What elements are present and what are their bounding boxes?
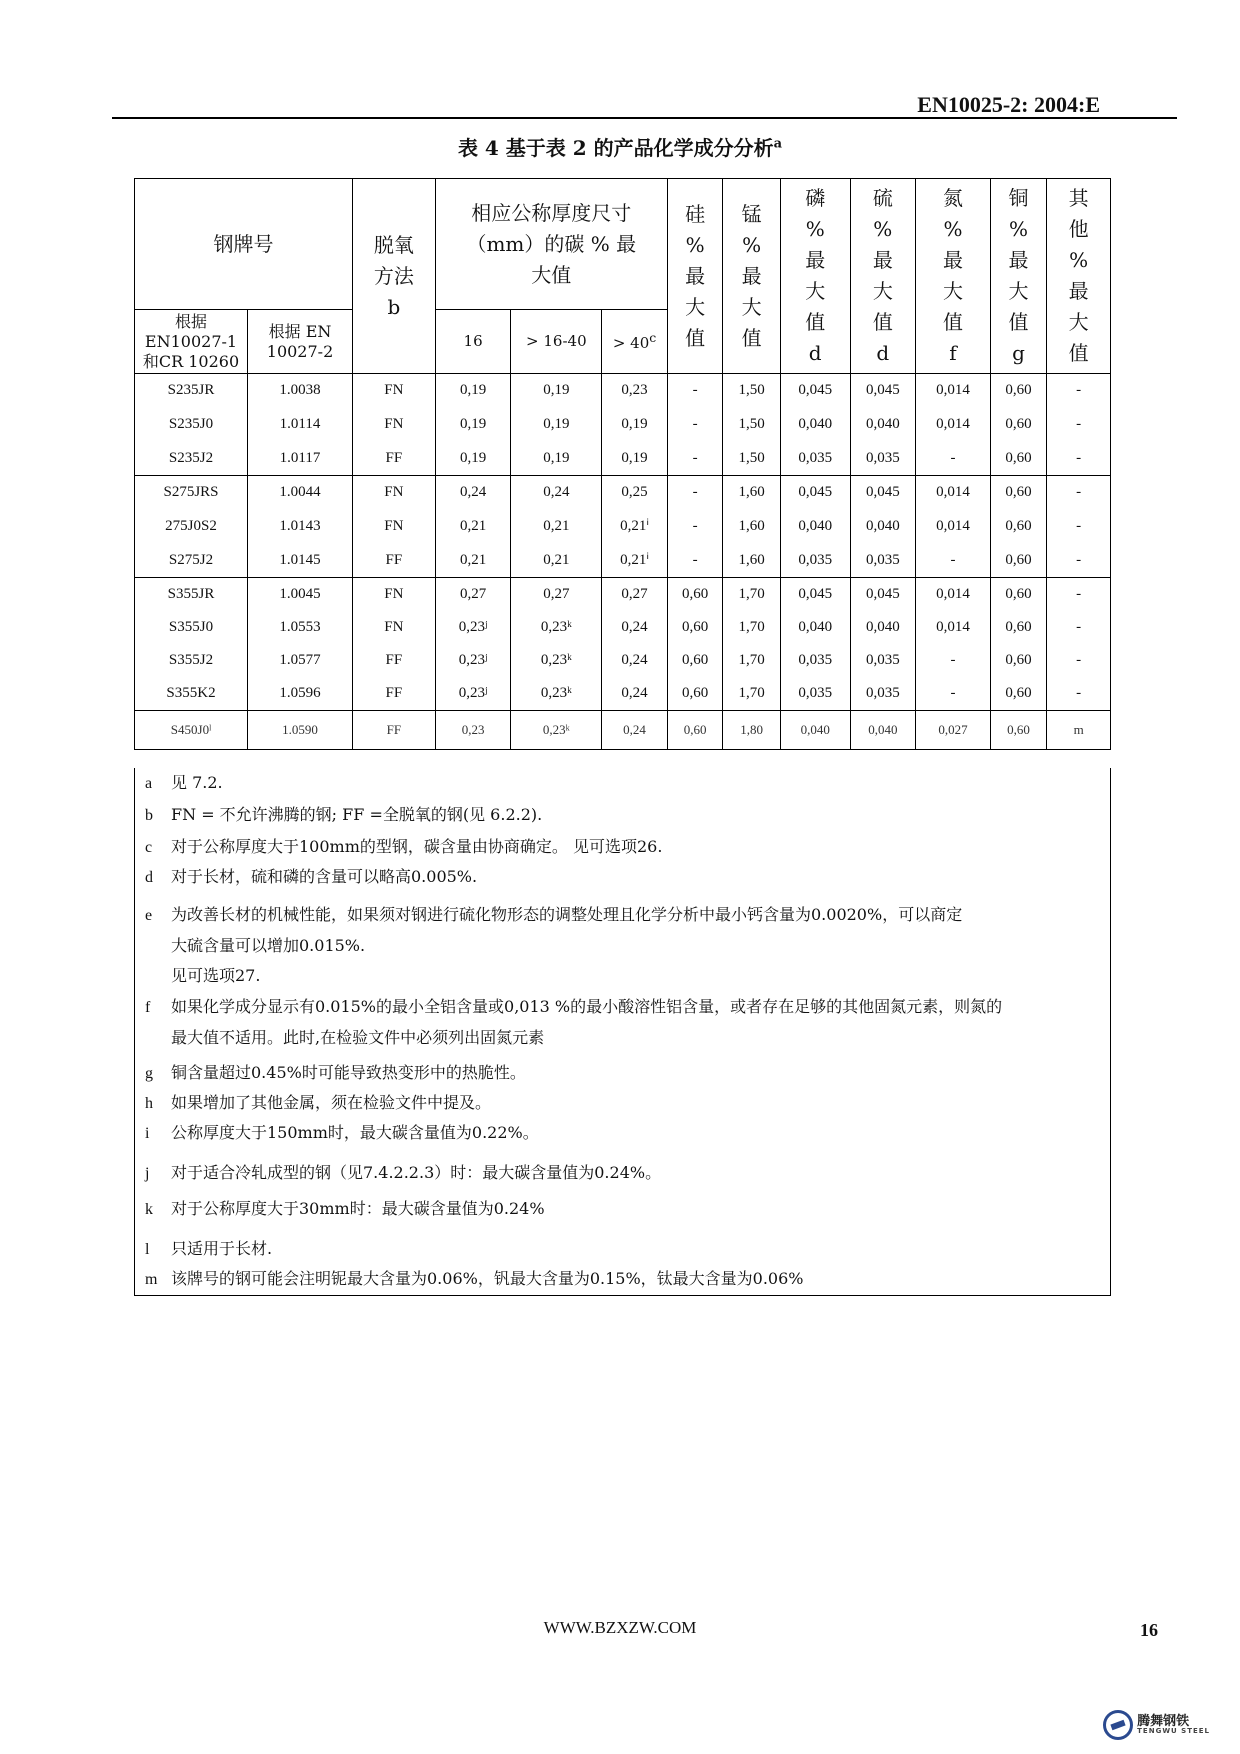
cell-p [780,578,850,711]
header-thickness-40: > $40^c$ [602,310,668,374]
cell-value: 0,19 [459,382,487,399]
cell-value: 1.0038 [279,382,321,399]
cell-value: 0,040 [798,517,833,534]
footnote-m: m 该牌号的钢可能会注明铌最大含量为0.06%，钒最大含量为0.15%，钛最大含量为0.06% [145,1269,804,1288]
cell-value: FF [385,551,403,568]
cell-value: 1.0045 [279,586,321,602]
cell-c16-40 [511,374,602,476]
header-grade: 钢牌号 [135,179,353,310]
cell-value: 1,70 [738,619,765,635]
cell-value: 0,60 [1005,619,1032,635]
cell-value: 0,040 [798,619,833,635]
cell-n [916,374,991,476]
logo-cn: 腾舞钢铁 [1137,1713,1190,1729]
cell-value: 1,60 [738,551,765,568]
header-thickness-16: 16 [435,310,511,374]
footnote-j: j 对于适合冷轧成型的钢（见7.4.2.2.3）时：最大碳含量值为0.24%。 [145,1163,662,1182]
cell-grade [135,374,248,476]
cell-value: 0,24 [621,685,648,701]
table-row-group [135,476,1111,578]
cell-value: 0,23 [621,382,648,399]
cell-value: 0,21ⁱ [620,551,650,568]
cell-value: 0,24 [621,652,648,668]
cell-value: 1.0114 [279,415,321,432]
cell-value: 0,27 [543,586,570,602]
cell-si [667,578,723,711]
brand-logo [1103,1710,1210,1740]
cell-value: 1,50 [738,382,765,399]
cell-value: S355K2 [166,685,216,701]
cell-value: 0,60 [1005,382,1032,399]
cell-cu [990,476,1047,578]
cell-s [850,578,916,711]
cell-value: 1,60 [738,517,765,534]
cell-number [248,374,353,476]
cell-s: 0,040 [850,711,916,750]
cell-value: 1.0044 [279,484,321,501]
cell-value: FF [385,652,403,668]
page-number: 16 [1140,1620,1158,1640]
cell-cu: 0,60 [990,711,1047,750]
table-row-group [135,578,1111,711]
cell-value: 0,60 [1005,517,1032,534]
cell-value: 0,60 [1005,652,1032,668]
cell-si [667,374,723,476]
cell-value: 0,60 [1005,586,1032,602]
header-n: 氮 % 最大值 f [916,179,991,374]
header-cu: 铜 % 最大值 g [990,179,1047,374]
cell-value: 1.0117 [279,449,321,466]
logo-icon [1103,1710,1133,1740]
cell-value: - [950,685,956,701]
cell-value: 0,19 [459,449,487,466]
cell-value: FN [384,484,404,501]
cell-number [248,578,353,711]
cell-value: - [692,551,698,568]
cell-value: 0,24 [543,484,570,501]
cell-value: - [692,484,698,501]
cell-deox: FF [352,711,435,750]
chemical-composition-table [134,178,1111,750]
cell-deox [352,578,435,711]
footnote-g: g 铜含量超过0.45%时可能导致热变形中的热脆性。 [145,1063,526,1082]
cell-value: 0,045 [798,382,833,399]
header-en10027-1: 根据 EN10027-1 和CR 10260 [135,310,248,374]
cell-value: FN [384,517,404,534]
cell-other [1047,476,1111,578]
cell-value: - [1076,484,1082,501]
footnote-l: l 只适用于长材. [145,1239,273,1258]
cell-mn [723,578,781,711]
header-en10027-2: 根据 EN 10027-2 [248,310,353,374]
cell-value: - [692,415,698,432]
table-title: 表 4 基于表 2 的产品化学成分分析$^a$ [457,136,783,160]
header-deox: 脱氧方法 b [352,179,435,374]
cell-value: 1.0143 [279,517,321,534]
cell-value: 0,21 [543,551,570,568]
cell-value: 1,70 [738,685,765,701]
cell-value: 0,045 [865,586,900,602]
cell-value: 0,24 [621,619,648,635]
cell-value: 0,19 [621,415,648,432]
cell-grade [135,476,248,578]
cell-value: S235J0 [168,415,214,432]
table-row-group [135,374,1111,476]
header-s: 硫 % 最大值 d [850,179,916,374]
cell-value: 0,040 [865,517,900,534]
cell-value: 1.0596 [279,685,321,701]
cell-value: 275J0S2 [165,517,217,534]
cell-c16 [435,476,511,578]
cell-other: m [1047,711,1111,750]
footnote-a: a 见 7.2. [145,773,223,792]
table-row-s450j0 [135,711,1111,750]
cell-value: 0,60 [681,685,709,701]
cell-value: 0,19 [459,415,487,432]
cell-value: 0,60 [681,652,709,668]
cell-value: 0,60 [1005,449,1032,466]
cell-number: 1.0590 [248,711,353,750]
footer-url: WWW.BZXZW.COM [543,1618,697,1637]
cell-c16-40: 0,23ᵏ [511,711,602,750]
cell-value: 0,27 [459,586,487,602]
cell-value: 0,035 [798,551,833,568]
cell-value: 1.0145 [279,551,321,568]
cell-value: 0,035 [865,685,900,701]
footnote-c: c 对于公称厚度大于100mm的型钢，碳含量由协商确定。 见可选项26. [145,837,663,856]
cell-cu [990,374,1047,476]
cell-value: S275JRS [163,484,219,501]
cell-number [248,476,353,578]
header-si: 硅 % 最大值 [667,179,723,374]
cell-other [1047,578,1111,711]
cell-grade: S450J0ˡ [135,711,248,750]
cell-value: FN [384,415,404,432]
cell-value: 0,21ⁱ [620,517,650,534]
cell-value: 1.0577 [279,652,321,668]
cell-value: 0,035 [798,685,833,701]
cell-value: FF [385,449,403,466]
cell-deox [352,374,435,476]
header-mn: 锰 % 最大值 [723,179,781,374]
cell-value: S355JR [167,586,215,602]
cell-c16 [435,374,511,476]
logo-en: TENGWU STEEL [1137,1727,1210,1736]
cell-value: S235JR [167,382,215,399]
cell-mn [723,374,781,476]
cell-value: FN [384,586,404,602]
cell-n: 0,027 [916,711,991,750]
cell-value: 0,045 [865,382,900,399]
cell-value: 1,70 [738,652,765,668]
cell-value: 0,60 [1005,685,1032,701]
cell-value: 1,50 [738,449,765,466]
cell-p: 0,040 [780,711,850,750]
cell-value: 0,23ʲ [458,652,488,668]
cell-value: - [692,382,698,399]
cell-value: S355J0 [168,619,214,635]
footnote-i: i 公称厚度大于150mm时，最大碳含量值为0.22%。 [145,1123,539,1142]
cell-value: 0,014 [936,619,970,635]
cell-value: - [1076,517,1082,534]
cell-value: 0,014 [936,484,970,501]
cell-value: S355J2 [168,652,214,668]
cell-value: - [1076,449,1082,466]
cell-value: 0,035 [865,652,900,668]
cell-value: 0,60 [1005,415,1032,432]
cell-value: 0,040 [798,415,833,432]
cell-value: - [1076,586,1082,602]
cell-value: 0,014 [936,382,970,399]
cell-value: 0,24 [459,484,487,501]
cell-value: 0,035 [798,652,833,668]
cell-si [667,476,723,578]
header-thickness-16-40: > 16-40 [511,310,602,374]
cell-value: 0,035 [865,449,900,466]
cell-value: 0,19 [543,449,570,466]
cell-value: 0,23ʲ [458,685,488,701]
cell-n [916,578,991,711]
cell-c16-40 [511,578,602,711]
cell-value: 0,19 [543,415,570,432]
cell-value: - [950,652,956,668]
footnote-d: d 对于长材，硫和磷的含量可以略高0.005%. [145,867,478,886]
cell-value: - [950,551,956,568]
header-other: 其他 % 最大值 [1047,179,1111,374]
cell-value: 0,014 [936,415,970,432]
cell-value: 1,60 [738,484,765,501]
cell-value: 0,60 [681,619,709,635]
cell-p [780,374,850,476]
cell-value: 1.0553 [279,619,321,635]
cell-si: 0,60 [667,711,723,750]
cell-value: - [1076,619,1082,635]
cell-grade [135,578,248,711]
cell-value: 0,035 [798,449,833,466]
cell-s [850,476,916,578]
cell-cu [990,578,1047,711]
cell-value: 0,25 [621,484,648,501]
cell-value: S275J2 [168,551,214,568]
cell-value: 0,27 [621,586,648,602]
cell-value: - [1076,685,1082,701]
cell-p [780,476,850,578]
footnote-h: h 如果增加了其他金属，须在检验文件中提及。 [145,1093,492,1112]
cell-value: 0,23ᵏ [540,652,572,668]
cell-value: 0,23ᵏ [540,619,572,635]
cell-c16: 0,23 [435,711,511,750]
cell-value: 0,045 [798,484,833,501]
cell-value: 0,21 [459,517,487,534]
cell-value: 0,21 [459,551,487,568]
cell-value: 0,19 [543,382,570,399]
cell-value: FF [385,685,403,701]
cell-value: FN [384,382,404,399]
cell-value: 0,045 [865,484,900,501]
header-carbon: 相应公称厚度尺寸（mm）的碳 % 最大值 [435,179,667,310]
footnote-e: e 为改善长材的机械性能，如果须对钢进行硫化物形态的调整处理且化学分析中最小钙含量为0.0020%，可以商定 大硫含量可以增加0.015%. 见可选项27. [145,905,963,985]
cell-value: - [692,517,698,534]
cell-value: 0,035 [865,551,900,568]
cell-value: 0,19 [621,449,648,466]
cell-mn: 1,80 [723,711,781,750]
cell-other [1047,374,1111,476]
cell-mn [723,476,781,578]
cell-value: 0,60 [681,586,709,602]
cell-value: - [1076,415,1082,432]
cell-value: FN [384,619,404,635]
cell-value: - [1076,382,1082,399]
cell-value: 0,040 [865,619,900,635]
cell-value: 0,23ʲ [458,619,488,635]
cell-value: 1,70 [738,586,765,602]
cell-value: 0,60 [1005,551,1032,568]
cell-value: - [1076,551,1082,568]
footnote-b: b FN = 不允许沸腾的钢; FF =全脱氧的钢(见 6.2.2). [145,805,543,824]
cell-value: 0,045 [798,586,833,602]
cell-c40: 0,24 [602,711,668,750]
cell-value: S235J2 [168,449,214,466]
cell-value: 0,040 [865,415,900,432]
cell-value: 0,23ᵏ [540,685,572,701]
cell-s [850,374,916,476]
cell-c40 [602,578,668,711]
footnote-k: k 对于公称厚度大于30mm时：最大碳含量值为0.24% [145,1199,545,1218]
cell-c40 [602,374,668,476]
cell-value: 1,50 [738,415,765,432]
header-p: 磷 % 最大值 d [780,179,850,374]
cell-value: 0,60 [1005,484,1032,501]
cell-value: - [692,449,698,466]
cell-value: 0,014 [936,517,970,534]
cell-n [916,476,991,578]
cell-value: - [950,449,956,466]
cell-c16-40 [511,476,602,578]
cell-c40 [602,476,668,578]
footnote-f: f 如果化学成分显示有0.015%的最小全铝含量或0,013 %的最小酸溶性铝含量，或者存在足够的其他固氮元素，则氮的 最大值不适用。此时,在检验文件中必须列出固氮元素 [145,997,1003,1047]
cell-value: 0,21 [543,517,570,534]
header-rule [112,117,1177,119]
cell-value: - [1076,652,1082,668]
cell-c16 [435,578,511,711]
cell-deox [352,476,435,578]
document-code: EN10025-2: 2004:E [917,92,1100,117]
footnotes [134,768,1111,1296]
cell-value: 0,014 [936,586,970,602]
